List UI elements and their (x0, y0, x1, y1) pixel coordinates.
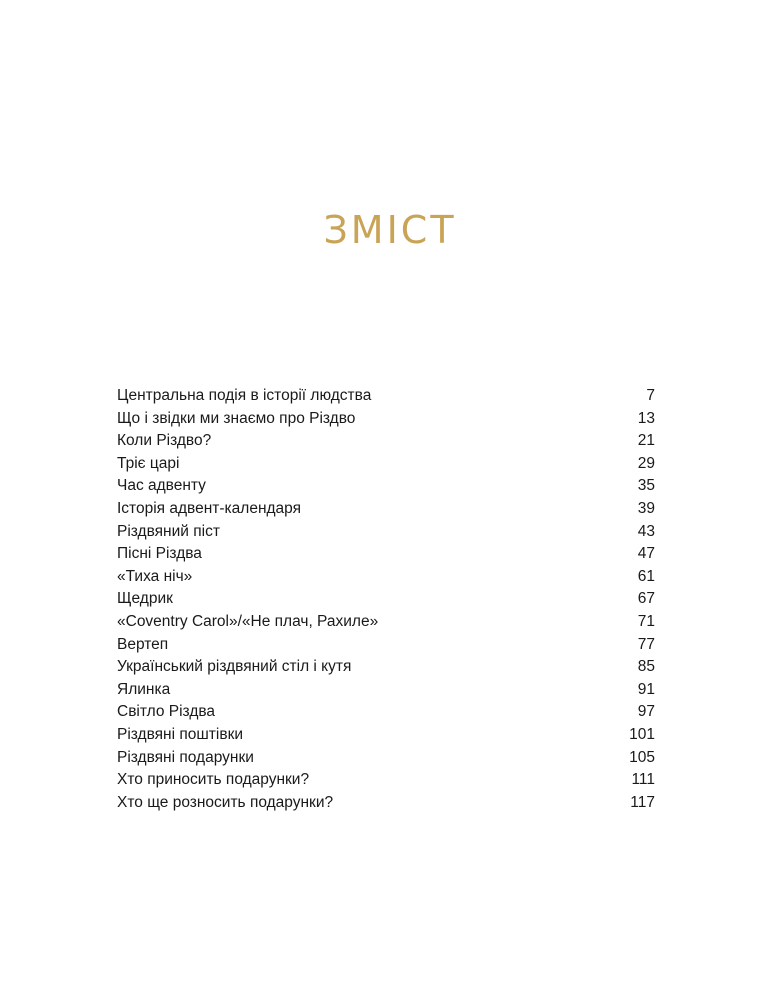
toc-entry[interactable] (117, 521, 655, 544)
toc-entry-title: Різдвяні подарунки (117, 748, 254, 766)
toc-entry[interactable] (117, 724, 655, 747)
toc-entry-title: Український різдвяний стіл і кутя (117, 658, 352, 676)
toc-entry-page-number: 21 (637, 432, 655, 450)
toc-entry[interactable] (117, 611, 655, 634)
toc-entry-page-number: 35 (637, 477, 655, 495)
toc-entry-page-number: 67 (637, 590, 655, 608)
toc-entry[interactable] (117, 453, 655, 476)
toc-entry-page-number: 91 (637, 680, 655, 698)
toc-entry-page-number: 71 (637, 612, 655, 630)
toc-entry[interactable] (117, 588, 655, 611)
toc-entry-page-number: 29 (637, 454, 655, 472)
toc-entry-page-number: 39 (637, 499, 655, 517)
toc-entry[interactable] (117, 701, 655, 724)
table-of-contents (117, 385, 655, 814)
toc-entry-title: Історія адвент-календаря (117, 499, 302, 517)
toc-entry-title: Що і звідки ми знаємо про Різдво (117, 409, 356, 427)
toc-entry-title: Центральна подія в історії людства (117, 387, 372, 404)
toc-entry[interactable] (117, 566, 655, 589)
toc-entry[interactable] (117, 634, 655, 657)
toc-entry-title: «Тиха ніч» (117, 567, 193, 585)
toc-entry-title: Різдвяні поштівки (117, 725, 244, 743)
toc-entry-title: Щедрик (117, 590, 173, 608)
toc-entry-page-number: 43 (637, 522, 655, 540)
toc-entry[interactable] (117, 498, 655, 521)
toc-entry-page-number: 105 (629, 748, 655, 766)
toc-entry[interactable] (117, 430, 655, 453)
toc-entry-page-number: 77 (637, 635, 655, 653)
toc-entry-title: Коли Різдво? (117, 432, 212, 450)
toc-entry-page-number: 61 (637, 567, 655, 585)
toc-entry[interactable] (117, 747, 655, 770)
toc-entry[interactable] (117, 656, 655, 679)
toc-entry-page-number: 85 (637, 658, 655, 676)
toc-entry-page-number: 47 (637, 545, 655, 563)
toc-entry-page-number: 97 (637, 703, 655, 721)
toc-entry-page-number: 117 (630, 793, 655, 811)
page-title: ЗМІСТ (323, 208, 457, 252)
toc-entry-title: Ялинка (117, 680, 171, 698)
toc-entry-page-number: 7 (646, 387, 655, 404)
toc-entry[interactable] (117, 385, 655, 408)
toc-entry[interactable] (117, 408, 655, 431)
toc-entry[interactable] (117, 543, 655, 566)
toc-entry-title: Хто ще розносить подарунки? (117, 793, 334, 811)
toc-entry-title: Різдвяний піст (117, 522, 220, 540)
toc-entry-page-number: 13 (637, 409, 655, 427)
toc-entry-title: Вертеп (117, 635, 169, 653)
toc-entry-title: Світло Різдва (117, 703, 216, 721)
toc-entry-title: Хто приносить подарунки? (117, 771, 310, 789)
toc-entry[interactable] (117, 679, 655, 702)
toc-entry-title: Пісні Різдва (117, 545, 202, 563)
toc-entry-title: Тріє царі (117, 454, 180, 472)
toc-entry-page-number: 101 (629, 725, 655, 743)
toc-entry-page-number: 111 (631, 771, 655, 789)
toc-entry[interactable] (117, 769, 655, 792)
toc-entry-title: Час адвенту (117, 477, 206, 495)
toc-entry[interactable] (117, 475, 655, 498)
toc-entry-title: «Coventry Carol»/«Не плач, Рахиле» (117, 612, 379, 630)
toc-entry[interactable] (117, 792, 655, 815)
